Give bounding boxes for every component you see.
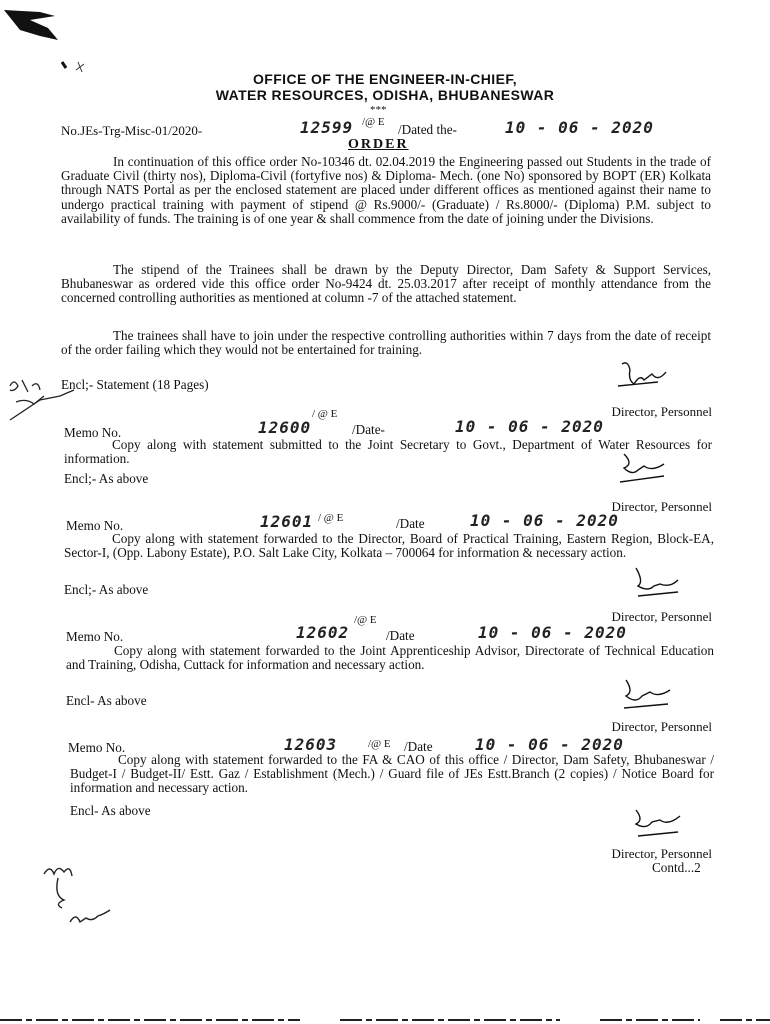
- signatory-3: Director, Personnel: [611, 609, 712, 624]
- signature-1: [612, 358, 672, 392]
- memo-4-suffix: /@ E: [368, 738, 391, 750]
- memo-1-encl: Encl;- As above: [64, 471, 149, 486]
- initials-handwritten: [40, 852, 130, 932]
- memo-2-date: 10 - 06 - 2020: [470, 511, 619, 530]
- memo-1-number: 12600: [258, 418, 312, 437]
- stars: ***: [370, 104, 387, 116]
- signatory-2: Director, Personnel: [611, 499, 712, 514]
- signature-3: [628, 566, 688, 600]
- footer-rule: [0, 1016, 770, 1024]
- order-heading: ORDER: [348, 137, 409, 152]
- memo-2-text: Copy along with statement forwarded to the Director, Board of Practical Training, Eastern Region, Block-EA, Sector-I, (Opp. Labony Estate), P.O. Salt Lake City, Kolkata – 700064 for information & necessary action.: [64, 531, 714, 561]
- memo-3-date: 10 - 06 - 2020: [478, 623, 627, 642]
- signatory-1: Director, Personnel: [611, 404, 712, 419]
- memo-1-label: Memo No.: [64, 425, 122, 440]
- memo-3-number: 12602: [296, 623, 350, 642]
- signatory-4: Director, Personnel: [611, 719, 712, 734]
- memo-2-number: 12601: [260, 512, 314, 531]
- order-number-handwritten: 12599: [300, 118, 354, 137]
- enclosure-main: Encl;- Statement (18 Pages): [61, 377, 209, 392]
- signature-4: [616, 676, 676, 710]
- memo-4-date: 10 - 06 - 2020: [475, 735, 624, 754]
- dated-label: /Dated the-: [398, 122, 457, 137]
- signature-5: [628, 806, 688, 840]
- office-subtitle: WATER RESOURCES, ODISHA, BHUBANESWAR: [215, 87, 555, 103]
- memo-3-text: Copy along with statement forwarded to the Joint Apprenticeship Advisor, Directorate of Technical Education and Training, Odisha, Cuttack for information and necessary action.: [66, 643, 714, 673]
- order-date-handwritten: 10 - 06 - 2020: [505, 118, 654, 137]
- received-note-handwritten: [2, 372, 92, 432]
- memo-4-number: 12603: [284, 735, 338, 754]
- order-number-label: No.JEs-Trg-Misc-01/2020-: [61, 123, 203, 138]
- order-number-suffix: /@ E: [362, 116, 385, 128]
- memo-3-date-label: /Date: [386, 628, 415, 643]
- memo-1-date: 10 - 06 - 2020: [455, 417, 604, 436]
- memo-4-encl: Encl- As above: [70, 803, 151, 818]
- memo-4-date-label: /Date: [404, 739, 433, 754]
- memo-2-label: Memo No.: [66, 518, 124, 533]
- paragraph-1: In continuation of this office order No-10346 dt. 02.04.2019 the Engineering passed out Students in the trade of Graduate Civil (thirty nos), Diploma-Civil (fortyfive nos) & Diploma- Mech. (one No) sponsored by BOPT (ER) Kolkata through NATS Portal as per the enclosed statement are placed under different offices as mentioned against their name to undergo practical training with payment of stipend @ Rs.9000/- (Graduate) / Rs.8000/- (Diploma) P.M. subject to availability of funds. The training is of one year & shall commence from the date of joining under the Divisions.: [61, 154, 711, 226]
- memo-2-encl: Encl;- As above: [64, 582, 149, 597]
- memo-4-label: Memo No.: [68, 740, 126, 755]
- signature-2: [614, 452, 674, 486]
- memo-1-suffix: / @ E: [312, 408, 338, 420]
- paragraph-2: The stipend of the Trainees shall be drawn by the Deputy Director, Dam Safety & Support Services, Bhubaneswar as ordered vide this office order No-9424 dt. 25.03.2017 after receipt of monthly attendance from the concerned controlling authorities as mentioned at column -7 of the attached statement.: [61, 262, 711, 306]
- memo-3-encl: Encl- As above: [66, 693, 147, 708]
- memo-2-suffix: / @ E: [318, 512, 344, 524]
- memo-1-date-label: /Date-: [352, 422, 385, 437]
- paragraph-3: The trainees shall have to join under the respective controlling authorities within 7 days from the date of receipt of the order failing which they would not be entertained for training.: [61, 328, 711, 358]
- memo-3-suffix: /@ E: [354, 614, 377, 626]
- memo-3-label: Memo No.: [66, 629, 124, 644]
- memo-4-text: Copy along with statement forwarded to the FA & CAO of this office / Director, Dam Safety, Bhubaneswar / Budget-I / Budget-II/ Estt. Gaz / Establishment (Mech.) / Guard file of JEs Estt.Branch (2 copies) / Notice Board for information and necessary action.: [70, 752, 714, 796]
- office-title: OFFICE OF THE ENGINEER-IN-CHIEF,: [252, 71, 518, 87]
- memo-2-date-label: /Date: [396, 516, 425, 531]
- memo-1-text: Copy along with statement submitted to the Joint Secretary to Govt., Department of Water Resources for information.: [64, 437, 712, 467]
- continued-note: Contd...2: [652, 860, 701, 875]
- signatory-5: Director, Personnel: [611, 846, 712, 861]
